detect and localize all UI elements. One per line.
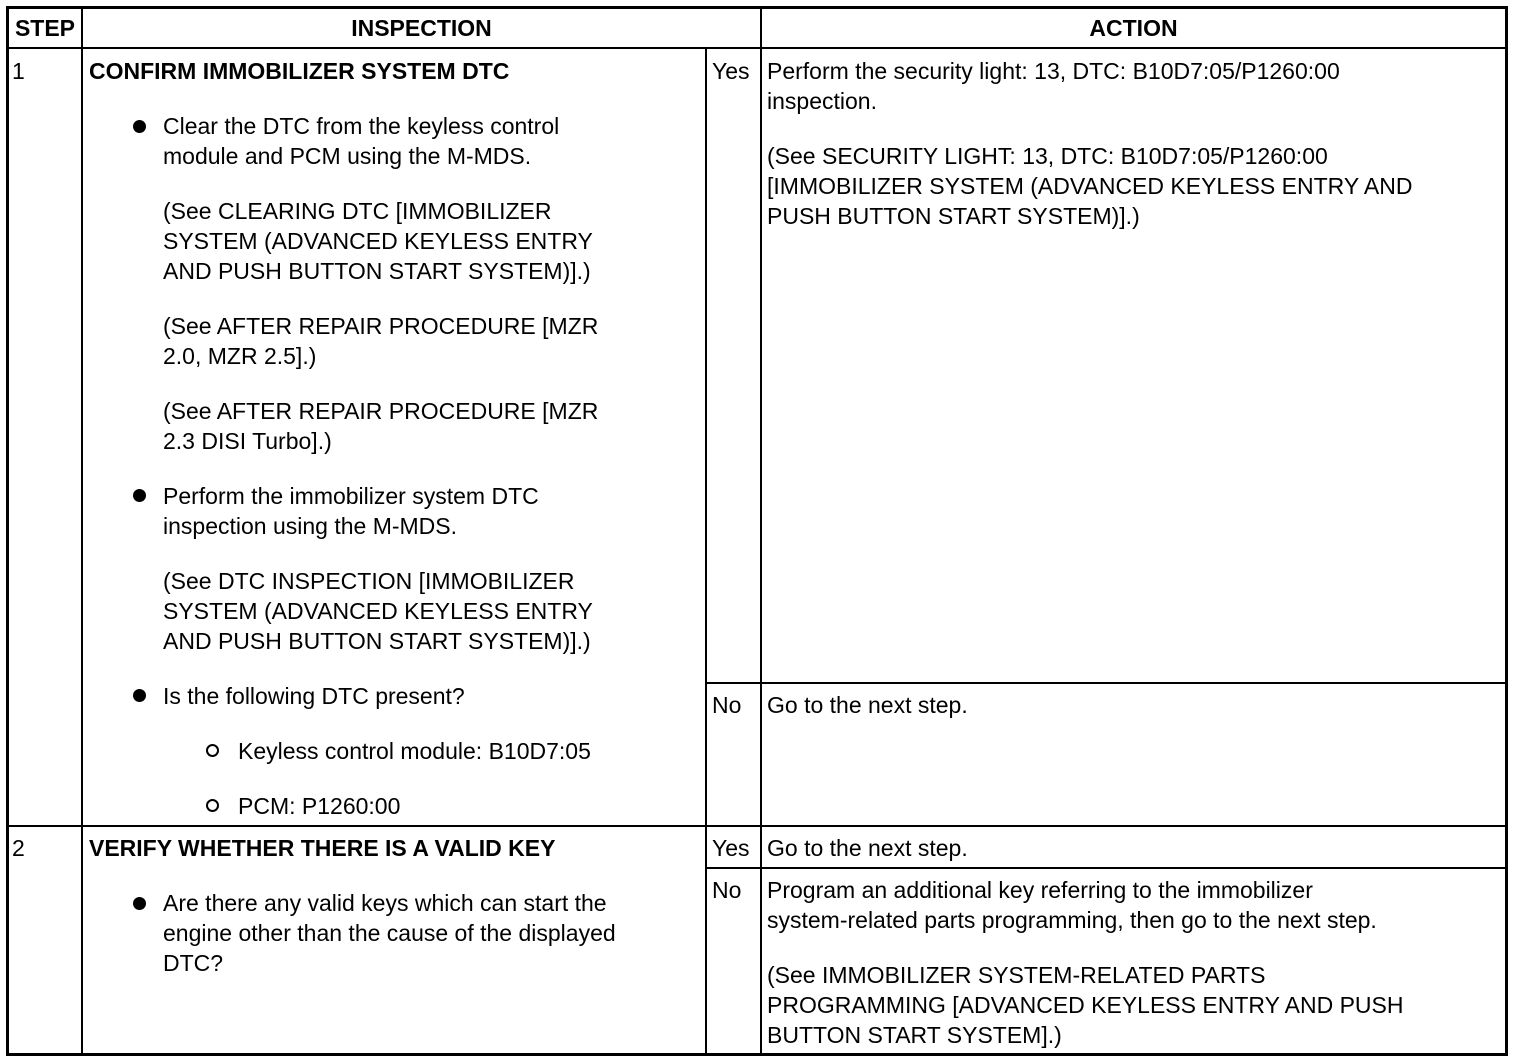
bullet-text: DTC? — [163, 950, 224, 976]
reference-text: SYSTEM (ADVANCED KEYLESS ENTRY — [163, 228, 593, 254]
col-divider-action — [760, 6, 762, 1056]
bullet-icon — [133, 489, 146, 502]
row-divider — [6, 825, 1508, 827]
bullet-text: Are there any valid keys which can start the — [163, 890, 607, 916]
yes-action-reference: (See SECURITY LIGHT: 13, DTC: B10D7:05/P1260:00 — [767, 143, 1328, 169]
table-border-bottom — [6, 1053, 1508, 1056]
yes-label-2: Yes — [712, 835, 750, 861]
bullet-icon — [133, 120, 146, 133]
header-action: ACTION — [1089, 15, 1178, 41]
bullet-icon — [133, 689, 146, 702]
yes-action-text: Perform the security light: 13, DTC: B10D7:05/P1260:00 — [767, 58, 1340, 84]
no-action-text: Program an additional key referring to the immobilizer — [767, 877, 1313, 903]
reference-text: SYSTEM (ADVANCED KEYLESS ENTRY — [163, 598, 593, 624]
sub-bullet-icon — [206, 799, 219, 812]
inspection-title-1: CONFIRM IMMOBILIZER SYSTEM DTC — [89, 58, 510, 84]
yes-action-text: inspection. — [767, 88, 877, 114]
no-action-reference: (See IMMOBILIZER SYSTEM-RELATED PARTS — [767, 962, 1266, 988]
bullet-text: Perform the immobilizer system DTC — [163, 483, 539, 509]
row2-yes-no-divider — [705, 867, 1508, 869]
reference-text: (See AFTER REPAIR PROCEDURE [MZR — [163, 398, 599, 424]
bullet-text: engine other than the cause of the displayed — [163, 920, 616, 946]
sub-bullet-text: Keyless control module: B10D7:05 — [238, 738, 591, 764]
col-divider-step — [81, 6, 83, 1056]
table-border-top — [6, 6, 1508, 9]
step-number-1: 1 — [12, 58, 25, 84]
yes-action-text: Go to the next step. — [767, 835, 968, 861]
reference-text: AND PUSH BUTTON START SYSTEM)].) — [163, 258, 591, 284]
no-label-1: No — [712, 692, 742, 718]
sub-bullet-text: PCM: P1260:00 — [238, 793, 401, 819]
header-divider — [6, 47, 1508, 49]
bullet-text: Clear the DTC from the keyless control — [163, 113, 560, 139]
bullet-text: inspection using the M-MDS. — [163, 513, 458, 539]
table-border-left — [6, 6, 9, 1056]
no-label-2: No — [712, 877, 742, 903]
no-action-reference: BUTTON START SYSTEM].) — [767, 1022, 1062, 1048]
bullet-icon — [133, 897, 146, 910]
yes-action-reference: PUSH BUTTON START SYSTEM)].) — [767, 203, 1140, 229]
sub-bullet-icon — [206, 744, 219, 757]
reference-text: (See CLEARING DTC [IMMOBILIZER — [163, 198, 552, 224]
no-action-text: Go to the next step. — [767, 692, 968, 718]
col-divider-yesno — [705, 47, 707, 1056]
header-inspection: INSPECTION — [351, 15, 492, 41]
yes-label-1: Yes — [712, 58, 750, 84]
no-action-text: system-related parts programming, then go to the next step. — [767, 907, 1377, 933]
bullet-text: module and PCM using the M-MDS. — [163, 143, 532, 169]
bullet-text: Is the following DTC present? — [163, 683, 465, 709]
reference-text: (See DTC INSPECTION [IMMOBILIZER — [163, 568, 575, 594]
reference-text: 2.0, MZR 2.5].) — [163, 343, 317, 369]
reference-text: (See AFTER REPAIR PROCEDURE [MZR — [163, 313, 599, 339]
yes-action-reference: [IMMOBILIZER SYSTEM (ADVANCED KEYLESS ENTRY AND — [767, 173, 1413, 199]
reference-text: AND PUSH BUTTON START SYSTEM)].) — [163, 628, 591, 654]
header-step: STEP — [14, 15, 76, 41]
row1-yes-no-divider — [705, 682, 1508, 684]
inspection-title-2: VERIFY WHETHER THERE IS A VALID KEY — [89, 835, 556, 861]
table-border-right — [1505, 6, 1508, 1056]
reference-text: 2.3 DISI Turbo].) — [163, 428, 332, 454]
no-action-reference: PROGRAMMING [ADVANCED KEYLESS ENTRY AND PUSH — [767, 992, 1404, 1018]
step-number-2: 2 — [12, 835, 25, 861]
